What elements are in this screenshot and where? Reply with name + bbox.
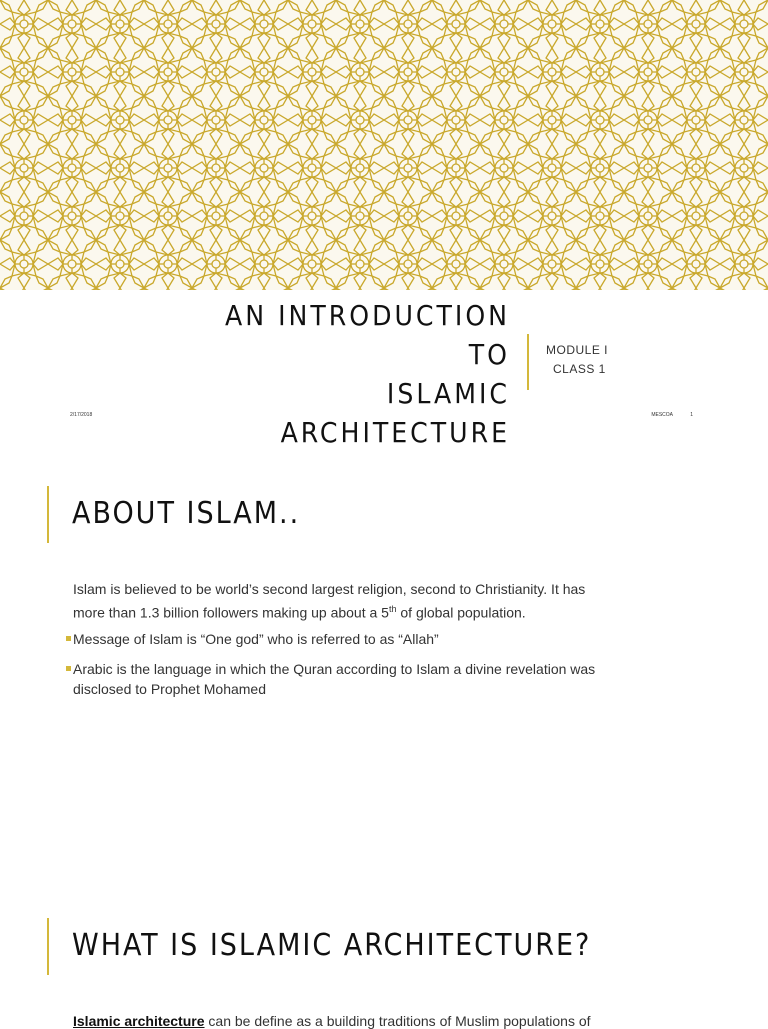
title-divider (527, 334, 529, 390)
section-heading-what-is-islamic-architecture: WHAT IS ISLAMIC ARCHITECTURE? (72, 928, 592, 963)
list-item (66, 660, 692, 699)
slide-title (180, 296, 510, 452)
slide-footer (70, 412, 693, 422)
bullet-text: Message of Islam is “One god” who is referred to as “Allah” (73, 631, 439, 647)
paragraph-text: more than 1.3 billion followers making up about a 5 (73, 604, 389, 621)
paragraph-text: of global population. (396, 604, 526, 621)
paragraph-intro (73, 580, 693, 623)
islamic-pattern-banner (0, 0, 768, 290)
bullet-text: disclosed to Prophet Mohamed (73, 680, 266, 697)
class-label: CLASS 1 (553, 362, 606, 376)
bullet-square-icon (66, 666, 71, 671)
bullet-text: Arabic is the language in which the Quran according to Islam a divine revelation was (73, 661, 596, 677)
definition-term: Islamic architecture (73, 1013, 205, 1029)
superscript: th (388, 603, 397, 614)
definition-line (73, 1013, 693, 1029)
module-label: MODULE I (546, 343, 609, 357)
footer-date: 2/17/2018 (70, 412, 93, 418)
bullet-square-icon (66, 636, 71, 641)
module-info (546, 341, 608, 379)
list-item (66, 630, 692, 650)
title-line-2: ISLAMIC ARCHITECTURE (280, 377, 510, 449)
section-heading-about-islam: ABOUT ISLAM.. (72, 496, 301, 531)
title-line-1: AN INTRODUCTION TO (225, 299, 510, 371)
paragraph-line (73, 600, 693, 623)
definition-text: can be define as a building traditions of Muslim populations of (204, 1013, 591, 1029)
footer-page-number: 1 (690, 412, 693, 418)
section-accent-bar (47, 918, 49, 975)
footer-org: MESCOA (651, 412, 673, 418)
section-accent-bar (47, 486, 49, 543)
paragraph-line: Islam is believed to be world’s second largest religion, second to Christianity. It has (73, 581, 586, 597)
